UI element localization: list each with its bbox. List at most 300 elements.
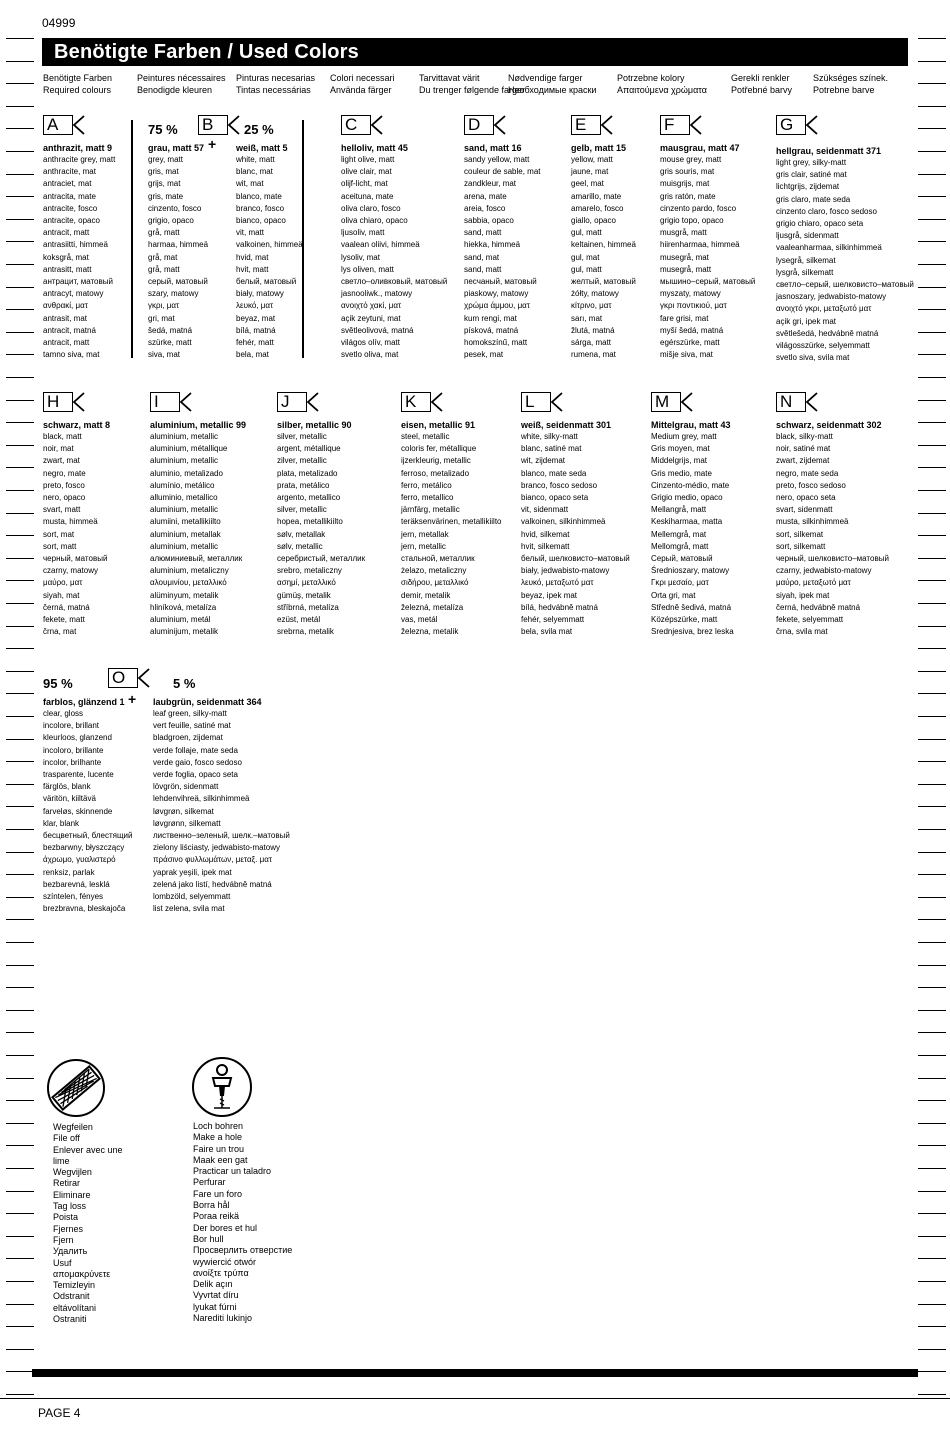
color-translation: γκρι, ματ — [148, 301, 180, 311]
color-translation: srebro, metaliczny — [277, 566, 342, 576]
color-translation: beyaz, ipek mat — [521, 590, 578, 600]
color-translation: písková, matná — [464, 325, 519, 335]
color-translation: světleolivová, matná — [341, 325, 414, 335]
color-name: laubgrün, seidenmatt 364 — [153, 697, 262, 707]
margin-tick — [6, 806, 34, 807]
color-translation: alumínio, metálico — [150, 480, 215, 490]
color-translation: valkoinen, himmeä — [236, 240, 303, 250]
color-translation: črna, svila mat — [776, 627, 828, 637]
margin-tick — [6, 671, 34, 672]
color-translation: sarı, mat — [571, 313, 603, 323]
color-translation: λευκό, μεταξωτό ματ — [521, 578, 594, 588]
color-translation: bianco, opaco seta — [521, 493, 589, 503]
lang-group: Benötigte Farben Required colours — [43, 73, 113, 95]
color-translation: ijzerkleurig, metallic — [401, 456, 471, 466]
color-name: schwarz, seidenmatt 302 — [776, 420, 882, 430]
color-translation: srebrna, metalik — [277, 627, 334, 637]
color-list-k — [401, 419, 502, 638]
color-translation: verde follaje, mate seda — [153, 745, 238, 755]
color-translation: wit, mat — [236, 179, 264, 189]
color-translation: серебристый, металлик — [277, 554, 366, 564]
lang-group: Potrzebne kolory Απαιτούμενα χρώματα — [617, 73, 707, 95]
file-off-instructions: Wegfeilen File off Enlever avec une lime Wegvijlen Retirar Eliminare Tag loss Poista Fjernes Fjern Удалить Usuf απομακρύνετε Temizleyin Odstranit eltávolítani Ostraniti — [53, 1122, 123, 1325]
color-translation: antracita, mate — [43, 191, 96, 201]
color-list-g — [776, 145, 914, 364]
color-translation: стальной, металлик — [401, 554, 475, 564]
color-translation: fehér, selyemmatt — [521, 615, 585, 625]
drill-icon — [191, 1056, 253, 1123]
margin-tick — [6, 106, 34, 107]
color-list-a — [43, 142, 115, 361]
margin-tick — [918, 241, 946, 242]
color-list-n — [776, 419, 889, 638]
color-translation: blanc, mat — [236, 167, 273, 177]
color-translation: Cinzento-médio, mate — [651, 480, 730, 490]
color-name: grau, matt 57 — [148, 143, 205, 153]
color-translation: bílá, hedvábně matná — [521, 602, 598, 612]
chevron-icon — [136, 668, 150, 688]
color-list-b-grey — [148, 142, 208, 361]
color-translation: biały, matowy — [236, 289, 284, 299]
color-list-e — [571, 142, 636, 361]
color-translation: antracyt, matowy — [43, 289, 104, 299]
color-translation: nero, opaco — [43, 493, 86, 503]
chevron-icon — [71, 392, 85, 412]
color-translation: antracit, matná — [43, 325, 96, 335]
color-translation: Mellangrå, matt — [651, 505, 707, 515]
color-translation: coloris fer, métallique — [401, 444, 477, 454]
color-translation: aluminium, metaliczny — [150, 566, 229, 576]
color-list-c — [341, 142, 447, 361]
color-translation: Mellomgrå, matt — [651, 541, 709, 551]
color-translation: lichtgrijs, zijdemat — [776, 182, 840, 192]
color-translation: koksgrå, mat — [43, 252, 89, 262]
color-translation: železna, metalik — [401, 627, 459, 637]
color-translation: aluminium, metallic — [150, 456, 219, 466]
color-translation: Orta gri, mat — [651, 590, 696, 600]
margin-tick — [6, 965, 34, 966]
color-translation: silver, metallic — [277, 432, 327, 441]
color-translation: χρώμα άμμου, ματ — [464, 301, 530, 311]
color-badge-i: I — [150, 392, 180, 412]
color-translation: czarny, jedwabisto-matowy — [776, 566, 872, 576]
color-translation: světlešedá, hedvábně matná — [776, 328, 879, 338]
color-translation: musta, himmeä — [43, 517, 98, 527]
margin-tick — [6, 377, 34, 378]
color-translation: areia, fosco — [464, 203, 506, 213]
margin-tick — [918, 106, 946, 107]
color-translation: järnfärg, metallic — [401, 505, 460, 515]
color-translation: черный, матовый — [43, 554, 108, 564]
margin-tick — [6, 1123, 34, 1124]
color-translation: geel, mat — [571, 179, 604, 189]
color-translation: negro, mate — [43, 468, 86, 478]
margin-tick — [918, 422, 946, 423]
margin-tick — [918, 1349, 946, 1350]
color-translation: light grey, silky-matt — [776, 158, 847, 167]
color-translation: vas, metál — [401, 615, 438, 625]
color-translation: cinzento, fosco — [148, 203, 202, 213]
color-translation: żółty, matowy — [571, 289, 619, 299]
margin-tick — [6, 739, 34, 740]
color-translation: Średnioszary, matowy — [651, 566, 730, 576]
color-badge-c: C — [341, 115, 371, 135]
color-badge-n: N — [776, 392, 806, 412]
color-translation: żelazo, metaliczny — [401, 566, 467, 576]
margin-tick — [6, 558, 34, 559]
color-translation: preto, fosco — [43, 480, 85, 490]
margin-tick — [918, 1236, 946, 1237]
margin-tick — [918, 1100, 946, 1101]
color-translation: lysoliv, mat — [341, 252, 380, 262]
color-translation: couleur de sable, mat — [464, 167, 541, 177]
color-translation: желтый, матовый — [571, 277, 636, 287]
lang-group: Gerekli renkler Potřebné barvy — [731, 73, 793, 95]
margin-tick — [6, 852, 34, 853]
margin-tick — [918, 852, 946, 853]
color-translation: világosszürke, selyemmatt — [776, 341, 870, 351]
color-translation: fare grisi, mat — [660, 313, 709, 323]
color-translation: plata, metalizado — [277, 468, 338, 478]
color-translation: gris, mat — [148, 167, 179, 177]
color-translation: musegrå, mat — [660, 252, 709, 262]
color-list-j — [277, 419, 365, 638]
color-translation: ανθρακί, ματ — [43, 301, 88, 311]
color-translation: clear, gloss — [43, 709, 84, 718]
footer-rule — [0, 1398, 950, 1399]
chevron-icon — [178, 392, 192, 412]
color-translation: lombzöld, selyemmatt — [153, 892, 231, 902]
color-translation: мышино–серый, матовый — [660, 277, 756, 287]
color-translation: grå, matt — [148, 228, 180, 238]
margin-tick — [918, 354, 946, 355]
margin-tick — [918, 603, 946, 604]
margin-tick — [6, 693, 34, 694]
margin-tick — [918, 1168, 946, 1169]
color-list-h — [43, 419, 110, 638]
color-badge-j: J — [277, 392, 307, 412]
color-translation: žlutá, matná — [571, 325, 615, 335]
color-translation: aluminium, metallic — [150, 541, 219, 551]
margin-tick — [6, 490, 34, 491]
margin-tick — [918, 965, 946, 966]
color-translation: egérszürke, matt — [660, 338, 720, 348]
color-translation: κίτρινο, ματ — [571, 301, 612, 311]
color-translation: anthracite grey, matt — [43, 155, 116, 164]
color-translation: white, silky-matt — [521, 432, 578, 441]
mix-percent: 5 % — [173, 676, 196, 691]
margin-tick — [6, 1168, 34, 1169]
color-translation: açik zeytuni, mat — [341, 313, 401, 323]
color-translation: Medium grey, matt — [651, 432, 717, 441]
chevron-icon — [226, 115, 240, 135]
color-translation: ljusoliv, matt — [341, 228, 385, 238]
color-translation: černá, hedvábně matná — [776, 602, 861, 612]
color-translation: σιδήρου, μεταλλικό — [401, 578, 469, 588]
color-translation: kum rengi, mat — [464, 313, 517, 323]
margin-tick — [6, 151, 34, 152]
color-translation: verde foglia, opaco seta — [153, 770, 238, 780]
color-translation: leaf green, silky-matt — [153, 709, 227, 718]
margin-tick — [6, 1258, 34, 1259]
color-name: schwarz, matt 8 — [43, 420, 111, 430]
color-translation: világos olív, matt — [341, 338, 400, 348]
margin-tick — [6, 128, 34, 129]
color-translation: черный, шелковисто–матовый — [776, 554, 889, 564]
color-translation: szary, matowy — [148, 289, 199, 299]
color-translation: blanc, satiné mat — [521, 444, 582, 454]
margin-tick — [6, 784, 34, 785]
margin-tick — [6, 309, 34, 310]
color-translation: aluminium, metál — [150, 615, 211, 625]
color-list-b-white — [236, 142, 303, 361]
color-translation: grey, matt — [148, 155, 183, 164]
color-translation: aluminium, métallique — [150, 444, 228, 454]
margin-tick — [6, 1349, 34, 1350]
color-translation: muisgrijs, mat — [660, 179, 710, 189]
margin-tick — [918, 377, 946, 378]
color-translation: gümüş, metalik — [277, 590, 331, 600]
color-translation: list zelena, svila mat — [153, 904, 225, 914]
color-translation: pesek, mat — [464, 350, 504, 360]
color-translation: färglös, blank — [43, 782, 91, 792]
color-translation: алюминиевый, металлик — [150, 554, 243, 564]
color-translation: kleurloos, glanzend — [43, 733, 112, 743]
margin-tick — [918, 897, 946, 898]
color-translation: sárga, matt — [571, 338, 612, 348]
color-translation: løvgrøn, silkemat — [153, 806, 214, 816]
color-translation: incolor, brilhante — [43, 757, 102, 767]
color-translation: løvgrønn, silkematt — [153, 818, 221, 828]
color-translation: gris, mate — [148, 191, 184, 201]
color-translation: sort, matt — [43, 541, 77, 551]
color-translation: svart, sidenmatt — [776, 505, 833, 515]
color-translation: svetlo siva, svila mat — [776, 353, 850, 363]
margin-tick — [918, 942, 946, 943]
margin-tick — [6, 332, 34, 333]
margin-tick — [918, 1078, 946, 1079]
margin-tick — [918, 580, 946, 581]
color-translation: arena, mate — [464, 191, 507, 201]
color-translation: aluminijum, metalik — [150, 627, 219, 637]
margin-tick — [918, 151, 946, 152]
margin-tick — [918, 128, 946, 129]
color-translation: mouse grey, matt — [660, 155, 722, 164]
color-badge-g: G — [776, 115, 806, 135]
color-translation: açik gri, ipek mat — [776, 316, 837, 326]
margin-tick — [6, 241, 34, 242]
color-name: silber, metallic 90 — [277, 420, 352, 430]
color-translation: ανοιχτό χακί, ματ — [341, 301, 402, 311]
color-translation: песчаный, матовый — [464, 277, 537, 287]
color-translation: anthracite, mat — [43, 167, 96, 177]
margin-tick — [918, 287, 946, 288]
color-translation: lysegrå, silkemat — [776, 255, 836, 265]
color-translation: hiirenharmaa, himmeä — [660, 240, 740, 250]
color-list-l — [521, 419, 630, 638]
color-translation: giallo, opaco — [571, 216, 616, 226]
color-name: gelb, matt 15 — [571, 143, 627, 153]
color-list-i — [150, 419, 246, 638]
margin-tick — [6, 626, 34, 627]
margin-tick — [918, 61, 946, 62]
margin-tick — [6, 1326, 34, 1327]
color-translation: bianco, opaco — [236, 216, 286, 226]
color-translation: alüminyum, metalik — [150, 590, 219, 600]
color-translation: jern, metallak — [401, 529, 449, 539]
margin-tick — [918, 671, 946, 672]
page-title: Benötigte Farben / Used Colors — [42, 38, 908, 66]
margin-tick — [918, 1010, 946, 1011]
color-translation: tamno siva, mat — [43, 350, 100, 360]
mix-divider — [131, 120, 133, 358]
chevron-icon — [599, 115, 613, 135]
color-translation: farveløs, skinnende — [43, 806, 113, 816]
color-translation: sølv, metallak — [277, 529, 326, 539]
color-name: anthrazit, matt 9 — [43, 143, 113, 153]
color-translation: ferro, metallico — [401, 493, 454, 503]
color-translation: blanco, mate — [236, 191, 282, 201]
color-name: aluminium, metallic 99 — [150, 420, 247, 430]
margin-tick — [6, 264, 34, 265]
color-translation: prata, metálico — [277, 480, 330, 490]
color-translation: lövgrön, sidenmatt — [153, 782, 219, 792]
margin-tick — [918, 83, 946, 84]
margin-tick — [918, 467, 946, 468]
color-translation: gris souris, mat — [660, 167, 715, 177]
margin-tick — [6, 648, 34, 649]
color-badge-f: F — [660, 115, 690, 135]
margin-tick — [918, 626, 946, 627]
margin-tick — [6, 1371, 34, 1372]
color-translation: gris ratón, mate — [660, 191, 716, 201]
color-translation: amarillo, mate — [571, 191, 622, 201]
margin-tick — [6, 1213, 34, 1214]
margin-tick — [6, 467, 34, 468]
color-translation: antrasiitti, himmeä — [43, 240, 108, 250]
chevron-icon — [804, 392, 818, 412]
color-translation: verde gaio, fosco sedoso — [153, 757, 242, 767]
color-list-m — [651, 419, 734, 638]
lang-group: Tarvittavat värit Du trenger følgende farger — [419, 73, 526, 95]
lang-group: Nødvendige farger Необходимые краски — [508, 73, 597, 95]
margin-tick — [918, 1326, 946, 1327]
color-translation: лиственно–зеленый, шелк.–матовый — [153, 831, 290, 841]
margin-tick — [918, 1258, 946, 1259]
color-translation: svetlo oliva, mat — [341, 350, 399, 360]
color-translation: myší šedá, matná — [660, 325, 724, 335]
margin-tick — [6, 919, 34, 920]
color-translation: αλουμινίου, μεταλλικό — [150, 578, 227, 588]
margin-tick — [6, 897, 34, 898]
margin-tick — [6, 445, 34, 446]
color-translation: noir, mat — [43, 444, 74, 454]
color-translation: белый, матовый — [236, 277, 297, 287]
color-translation: jaune, mat — [571, 167, 609, 177]
margin-tick — [918, 1032, 946, 1033]
margin-tick — [918, 1304, 946, 1305]
margin-tick — [918, 264, 946, 265]
color-translation: antraciet, mat — [43, 179, 92, 189]
color-translation: stříbrná, metalíza — [277, 602, 339, 612]
color-translation: antracite, opaco — [43, 216, 100, 226]
color-name: weiß, seidenmatt 301 — [521, 420, 612, 430]
color-translation: szürke, matt — [148, 338, 192, 348]
color-translation: light olive, matt — [341, 155, 395, 164]
color-translation: hvit, silkematt — [521, 541, 570, 551]
margin-tick — [6, 1032, 34, 1033]
color-translation: sand, matt — [464, 228, 502, 238]
color-translation: vit, matt — [236, 228, 265, 238]
plus-icon: + — [208, 136, 217, 152]
color-name: eisen, metallic 91 — [401, 420, 476, 430]
color-list-o-clear — [43, 696, 132, 915]
margin-tick — [918, 1394, 946, 1395]
margin-tick — [918, 1123, 946, 1124]
color-translation: gul, matt — [571, 228, 602, 238]
mix-percent: 95 % — [43, 676, 73, 691]
lang-group: Pinturas necesarias Tintas necessárias — [236, 73, 316, 95]
color-translation: branco, fosco — [236, 203, 285, 213]
margin-tick — [918, 806, 946, 807]
margin-tick — [918, 693, 946, 694]
color-translation: sabbia, opaco — [464, 216, 514, 226]
color-translation: musegrå, matt — [660, 264, 712, 274]
margin-tick — [6, 1236, 34, 1237]
color-translation: fehér, matt — [236, 338, 274, 348]
margin-tick — [6, 874, 34, 875]
color-translation: musta, silkinhimmeä — [776, 517, 849, 527]
margin-tick — [6, 513, 34, 514]
color-translation: aluminio, metalizado — [150, 468, 223, 478]
color-translation: incoloro, brillante — [43, 745, 104, 755]
margin-tick — [918, 761, 946, 762]
color-translation: серый, матовый — [148, 277, 208, 287]
color-translation: black, silky-matt — [776, 432, 833, 441]
color-translation: antracit, matt — [43, 228, 90, 238]
margin-tick — [6, 1394, 34, 1395]
color-translation: siyah, ipek mat — [776, 590, 830, 600]
margin-tick — [918, 535, 946, 536]
margin-tick — [918, 1055, 946, 1056]
color-translation: vaaleanharmaa, silkinhimmeä — [776, 243, 882, 253]
color-translation: olive clair, mat — [341, 167, 392, 177]
color-translation: ferroso, metalizado — [401, 468, 470, 478]
margin-tick — [6, 761, 34, 762]
margin-tick — [6, 1145, 34, 1146]
color-translation: zelená jako listí, hedvábně matná — [153, 879, 272, 889]
color-translation: bezbarwny, błyszczący — [43, 843, 125, 853]
margin-tick — [918, 332, 946, 333]
page-number: PAGE 4 — [38, 1406, 81, 1420]
color-translation: γκρι ποντικιού, ματ — [660, 301, 727, 311]
color-translation: Középszürke, matt — [651, 615, 718, 625]
color-translation: olijf-licht, mat — [341, 179, 388, 189]
chevron-icon — [429, 392, 443, 412]
color-translation: harmaa, himmeä — [148, 240, 209, 250]
color-badge-l: L — [521, 392, 551, 412]
color-translation: bela, mat — [236, 350, 269, 360]
margin-tick — [6, 1078, 34, 1079]
margin-tick — [918, 1213, 946, 1214]
color-list-f — [660, 142, 755, 361]
color-translation: demir, metalik — [401, 590, 451, 600]
color-badge-d: D — [464, 115, 494, 135]
color-translation: Middelgrijs, mat — [651, 456, 708, 466]
color-translation: hliníková, metalíza — [150, 602, 217, 612]
color-translation: svart, matt — [43, 505, 81, 515]
color-translation: silver, metallic — [277, 505, 327, 515]
